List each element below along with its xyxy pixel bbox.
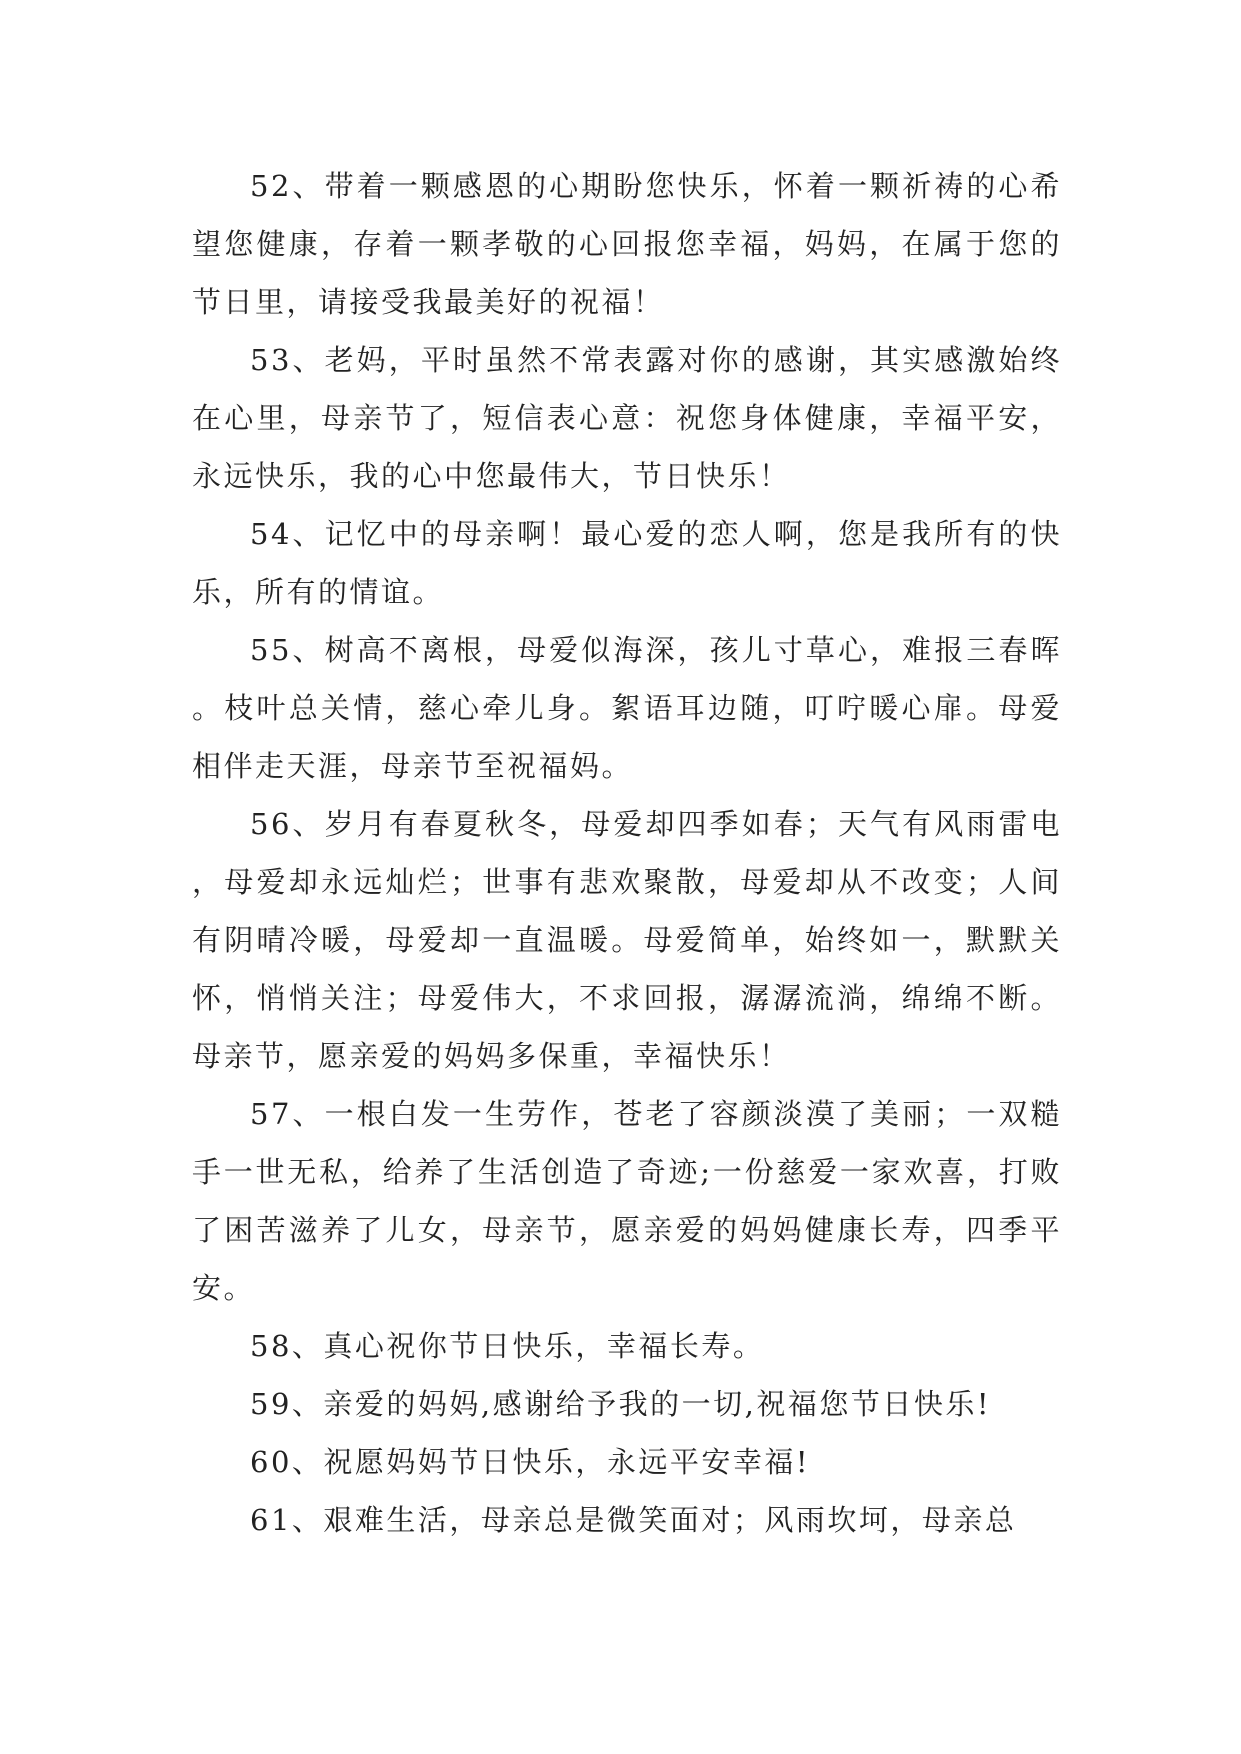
- paragraph-55: 55、树高不离根，母爱似海深，孩儿寸草心，难报三春晖。枝叶总关情，慈心牵儿身。絮语耳边随，叮咛暖心扉。母爱相伴走天涯，母亲节至祝福妈。: [192, 633, 1062, 783]
- paragraph-53: 53、老妈，平时虽然不常表露对你的感谢，其实感激始终在心里，母亲节了，短信表心意：祝您身体健康，幸福平安，永远快乐，我的心中您最伟大，节日快乐！: [192, 343, 1062, 493]
- paragraph-61: 61、艰难生活，母亲总是微笑面对；风雨坎坷，母亲总: [250, 1503, 1017, 1537]
- paragraph-58: 58、真心祝你节日快乐，幸福长寿。: [250, 1329, 765, 1363]
- paragraph-54: 54、记忆中的母亲啊！最心爱的恋人啊，您是我所有的快乐，所有的情谊。: [192, 517, 1062, 609]
- paragraph-59: 59、亲爱的妈妈,感谢给予我的一切,祝福您节日快乐!: [250, 1387, 991, 1421]
- paragraph-52: 52、带着一颗感恩的心期盼您快乐，怀着一颗祈祷的心希望您健康，存着一颗孝敬的心回报您幸福，妈妈，在属于您的节日里，请接受我最美好的祝福！: [192, 169, 1062, 319]
- paragraph-60: 60、祝愿妈妈节日快乐，永远平安幸福!: [250, 1445, 811, 1479]
- paragraph-57: 57、一根白发一生劳作，苍老了容颜淡漠了美丽；一双糙手一世无私，给养了生活创造了奇迹;一份慈爱一家欢喜，打败了困苦滋养了儿女，母亲节，愿亲爱的妈妈健康长寿，四季平安。: [192, 1097, 1062, 1305]
- document-body: [192, 157, 1062, 1549]
- paragraph-56: 56、岁月有春夏秋冬，母爱却四季如春；天气有风雨雷电，母爱却永远灿烂；世事有悲欢聚散，母爱却从不改变；人间有阴晴冷暖，母爱却一直温暖。母爱简单，始终如一，默默关怀，悄悄关注；母爱伟大，不求回报，潺潺流淌，绵绵不断。母亲节，愿亲爱的妈妈多保重，幸福快乐！: [192, 807, 1062, 1073]
